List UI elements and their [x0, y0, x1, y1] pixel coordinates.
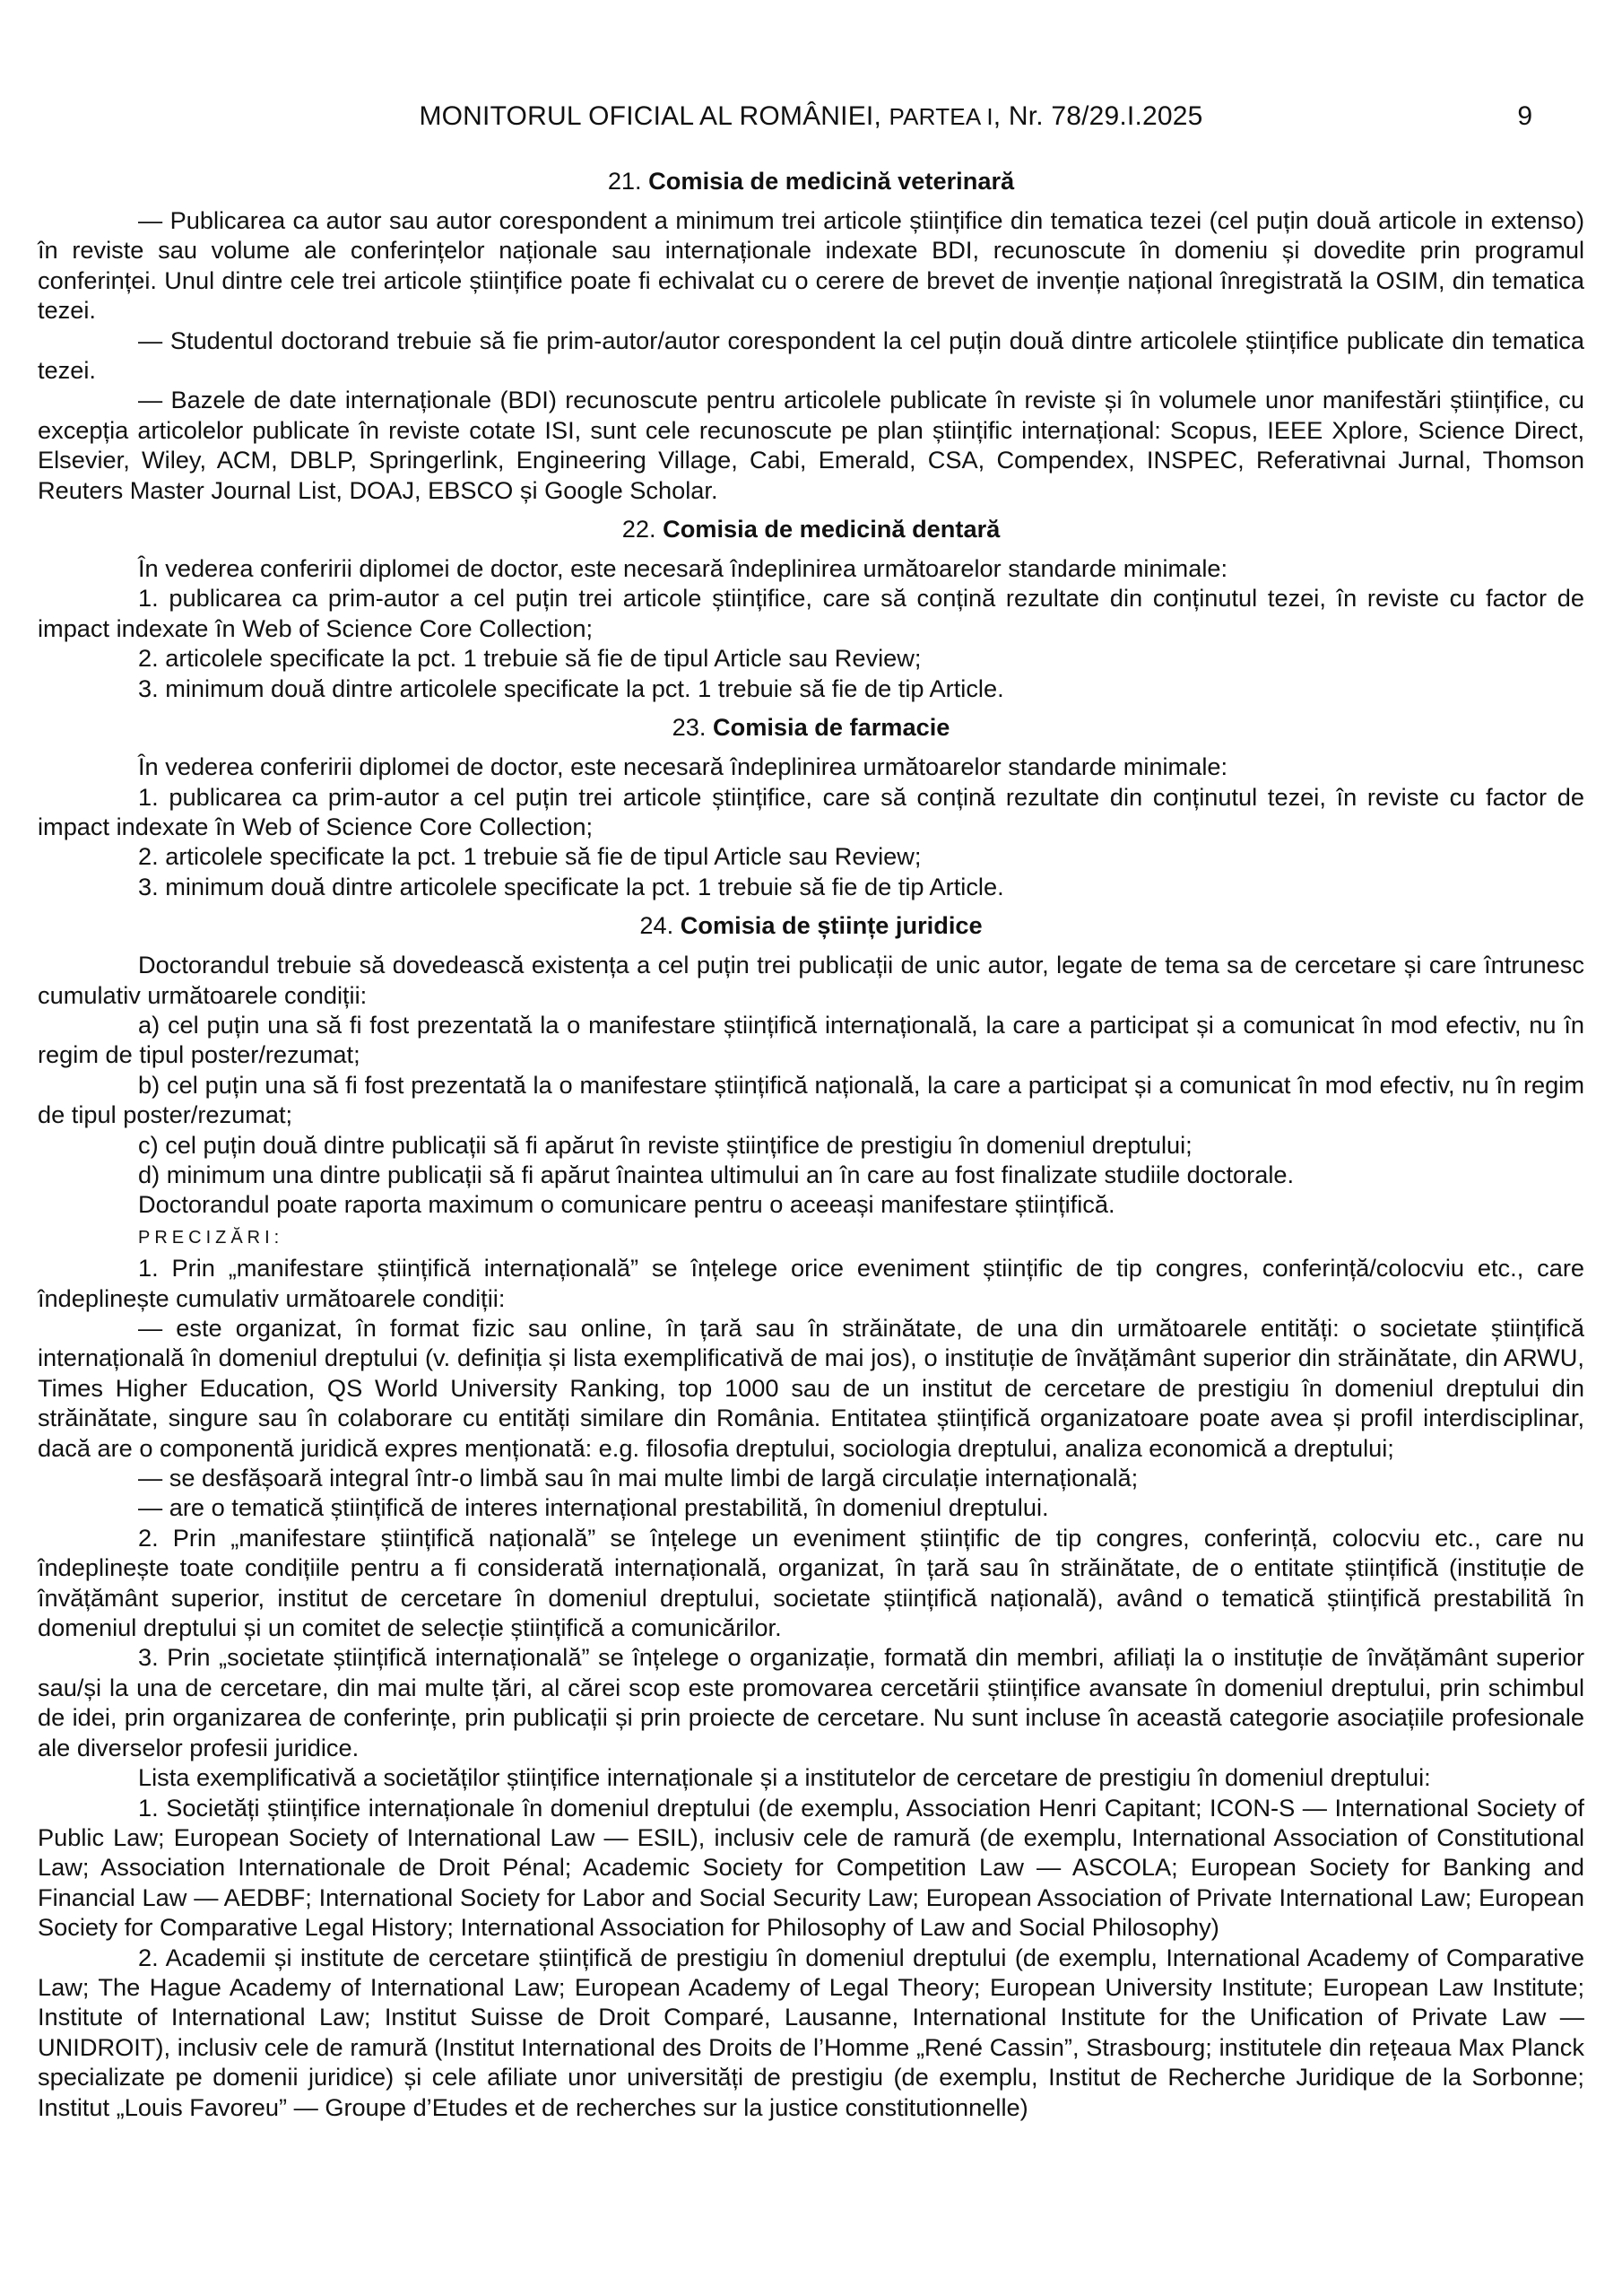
paragraph: — este organizat, în format fizic sau online, în țară sau în străinătate, de una din următoarele entități: o societate științifică internațională în domeniul dreptului (v. definiția și lista exemplificativă de mai jos), o instituție de învățământ superior din străinătate, din ARWU, Times Higher Education, QS World University Ranking, top 1000 sau de un institut de cercetare de prestigiu în domeniul dreptului din străinătate, singure sau în colaborare cu entități similare din România. Entitatea științifică organizatoare poate avea și profil interdisciplinar, dacă are o componentă juridică expres menționată: e.g. filosofia dreptului, sociologia dreptului, analiza economică a dreptului;	[38, 1314, 1584, 1462]
paragraph: b) cel puțin una să fi fost prezentată la o manifestare științifică națională, la care a participat și a comunicat în mod efectiv, nu în regim de tipul poster/rezumat;	[38, 1070, 1584, 1129]
paragraph: În vederea conferirii diplomei de doctor, este necesară îndeplinirea următoarelor standarde minimale:	[138, 752, 1228, 781]
section-name: Comisia de științe juridice	[680, 911, 983, 940]
section-name: Comisia de medicină veterinară	[648, 167, 1015, 195]
page-content	[38, 157, 1584, 2122]
paragraph: 2. articolele specificate la pct. 1 trebuie să fie de tipul Article sau Review;	[138, 842, 922, 871]
precizari-heading	[38, 1220, 1584, 1253]
paragraph: 1. publicarea ca prim-autor a cel puțin trei articole științifice, care să conțină rezultate din conținutul tezei, în reviste cu factor de impact indexate în Web of Science Core Collection;	[38, 782, 1584, 840]
paragraph: 3. Prin „societate științifică internațională” se înțelege o organizație, formată din membri, afiliați la o instituție de învățământ superior sau/și la una de cercetare, din mai multe țări, al cărei scop este promovarea cercetării științifice avansate în domeniul dreptului, prin schimbul de idei, prin organizarea de conferințe, prin publicații și prin proiecte de cercetare. Nu sunt incluse în această categorie asociațiile profesionale ale diverselor profesii juridice.	[38, 1643, 1584, 1761]
paragraph: 2. Prin „manifestare științifică națională” se înțelege un eveniment științific de tip congres, conferință, colocviu etc., care nu îndeplinește toate condițiile pentru a fi considerată internațională, organizat, în țară sau în străinătate, de o entitate științifică (instituție de învățământ superior, institut de cercetare în domeniul dreptului, societate științifică națională), având o tematică științifică prestabilită în domeniul dreptului și un comitet de selecție științifică a comunicărilor.	[38, 1523, 1584, 1642]
journal-title-issue: , Nr. 78/29.I.2025	[993, 101, 1203, 131]
paragraph: — Studentul doctorand trebuie să fie prim-autor/autor corespondent la cel puțin două dintre articolele științifice publicate din tematica tezei.	[38, 326, 1584, 385]
page-number: 9	[1517, 101, 1532, 131]
paragraph: 3. minimum două dintre articolele specificate la pct. 1 trebuie să fie de tip Article.	[138, 872, 1004, 900]
section-23-title	[38, 712, 1584, 743]
journal-title-part: PARTEA I	[889, 103, 993, 130]
paragraph: d) minimum una dintre publicații să fi apărut înaintea ultimului an în care au fost finalizate studiile doctorale.	[138, 1160, 1295, 1188]
paragraph: În vederea conferirii diplomei de doctor, este necesară îndeplinirea următoarelor standarde minimale:	[138, 554, 1228, 583]
section-number: 22.	[621, 515, 664, 544]
paragraph: — Bazele de date internaționale (BDI) recunoscute pentru articolele publicate în reviste și în volumele unor manifestări științifice, cu excepția articolelor publicate în reviste cotate ISI, sunt cele recunoscute pe plan științific internațional: Scopus, IEEE Xplore, Science Direct, Elsevier, Wiley, ACM, DBLP, Springerlink, Engineering Village, Cabi, Emerald, CSA, Compendex, INSPEC, Referativnai Jurnal, Thomson Reuters Master Journal List, DOAJ, EBSCO și Google Scholar.	[38, 386, 1584, 504]
section-name: Comisia de farmacie	[712, 713, 950, 742]
section-number: 21.	[607, 167, 649, 195]
section-24-title	[38, 910, 1584, 941]
paragraph: c) cel puțin două dintre publicații să fi apărut în reviste științifice de prestigiu în domeniul dreptului;	[138, 1130, 1193, 1159]
paragraph: 2. articolele specificate la pct. 1 trebuie să fie de tipul Article sau Review;	[138, 644, 922, 673]
paragraph: 1. Prin „manifestare științifică internațională” se înțelege orice eveniment științific de tip congres, conferință/colocviu etc., care îndeplinește cumulativ următoarele condiții:	[38, 1254, 1584, 1312]
section-number: 24.	[639, 911, 681, 940]
paragraph: — are o tematică științifică de interes internațional prestabilită, în domeniul dreptului.	[138, 1493, 1049, 1522]
paragraph: Doctorandul poate raporta maximum o comunicare pentru o aceeași manifestare științifică.	[138, 1190, 1115, 1219]
journal-title-main: MONITORUL OFICIAL AL ROMÂNIEI,	[419, 101, 889, 131]
journal-title	[0, 99, 1622, 135]
paragraph: 1. Societăți științifice internaționale în domeniul dreptului (de exemplu, Association Henri Capitant; ICON-S — International Society of Public Law; European Society of International Law — ESIL), inclusiv cele de ramură (de exemplu, International Association of Constitutional Law; Association Internationale de Droit Pénal; Academic Society for Competition Law — ASCOLA; European Society for Banking and Financial Law — AEDBF; International Society for Labor and Social Security Law; European Association of Private International Law; European Society for Comparative Legal History; International Association for Philosophy of Law and Social Philosophy)	[38, 1793, 1584, 1942]
paragraph: 1. publicarea ca prim-autor a cel puțin trei articole științifice, care să conțină rezultate din conținutul tezei, în reviste cu factor de impact indexate în Web of Science Core Collection;	[38, 584, 1584, 642]
paragraph: 2. Academii și institute de cercetare științifică de prestigiu în domeniul dreptului (de exemplu, International Academy of Comparative Law; The Hague Academy of International Law; European Academy of Legal Theory; European University Institute; European Law Institute; Institute of International Law; Institut Suisse de Droit Comparé, Lausanne, International Institute for the Unification of Private Law — UNIDROIT), inclusiv cele de ramură (Institut International des Droits de l’Homme „René Cassin”, Strasbourg; institutele din rețeaua Max Planck specializate pe domenii juridice) și cele afiliate unor universități de prestigiu (de exemplu, Institut de Recherche Juridique de la Sorbonne; Institut „Louis Favoreu” — Groupe d’Etudes et de recherches sur la justice constitutionnelle)	[38, 1943, 1584, 2121]
paragraph: a) cel puțin una să fi fost prezentată la o manifestare științifică internațională, la care a participat și a comunicat în mod efectiv, nu în regim de tipul poster/rezumat;	[38, 1010, 1584, 1069]
paragraph: — Publicarea ca autor sau autor corespondent a minimum trei articole științifice din tematica tezei (cel puțin două articole in extenso) în reviste sau volume ale conferințelor naționale sau internaționale indexate BDI, recunoscute în domeniu și dovedite prin programul conferinței. Unul dintre cele trei articole științifice poate fi echivalat cu o cerere de brevet de invenție național înregistrată la OSIM, din tematica tezei.	[38, 206, 1584, 325]
precizari-label: PRECIZĂRI:	[138, 1227, 284, 1248]
paragraph: Doctorandul trebuie să dovedească existența a cel puțin trei publicații de unic autor, legate de tema sa de cercetare și care întrunesc cumulativ următoarele condiții:	[38, 951, 1584, 1009]
section-21-title	[38, 166, 1584, 196]
paragraph: 3. minimum două dintre articolele specificate la pct. 1 trebuie să fie de tip Article.	[138, 674, 1004, 702]
section-name: Comisia de medicină dentară	[663, 515, 1001, 544]
section-number: 23.	[672, 713, 713, 742]
section-22-title	[38, 514, 1584, 544]
page-header	[0, 99, 1622, 144]
paragraph: Lista exemplificativă a societăților științifice internaționale și a institutelor de cercetare de prestigiu în domeniul dreptului:	[138, 1763, 1431, 1792]
paragraph: — se desfășoară integral într-o limbă sau în mai multe limbi de largă circulație internațională;	[138, 1464, 1139, 1492]
